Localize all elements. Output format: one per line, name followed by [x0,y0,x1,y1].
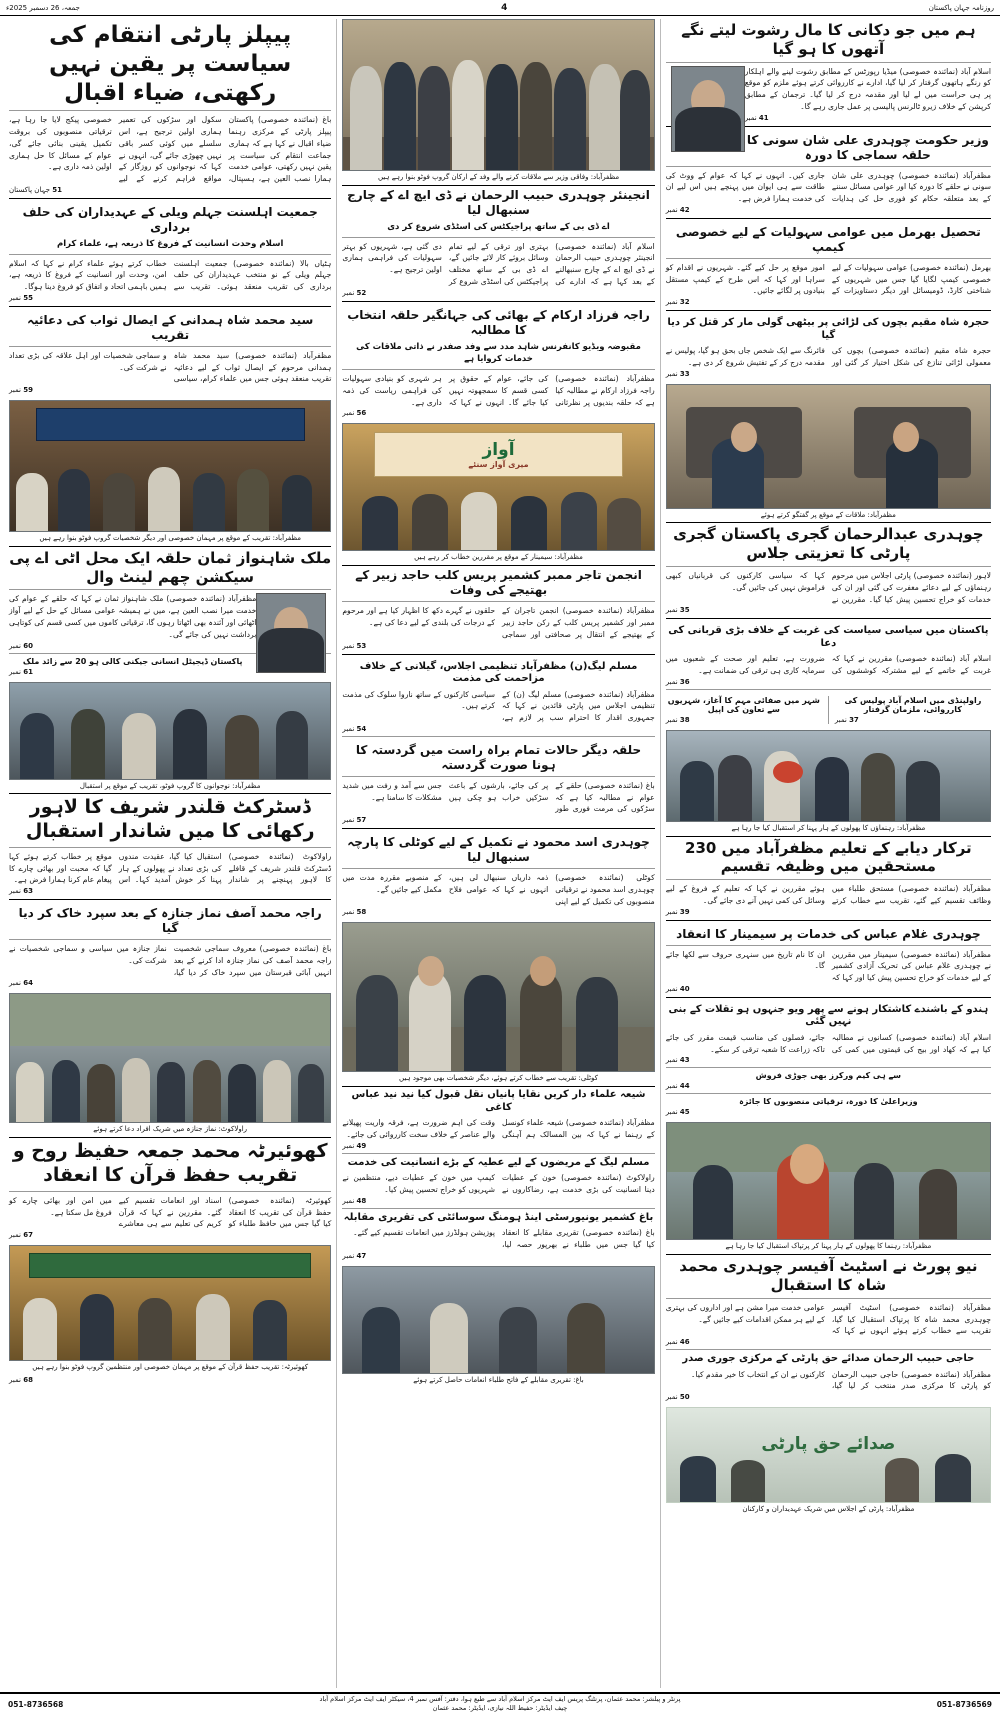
article-tag: 48 نمبر [342,1196,367,1205]
photo-meeting-sofa [666,384,991,509]
article-b3-left [9,313,331,394]
photo-caption: کھوئیرٹہ: تقریب حفظ قرآن کے موقع پر مہمان خصوصی اور منتظمین گروپ فوٹو بنوا رہے ہیں [32,1363,309,1372]
photo-delegation-group [342,19,654,171]
article-tag: 42 نمبر [665,205,690,214]
brief-headline: سے ہی کیم ورکرز بھی جوڑی فروش [755,1071,902,1081]
footer-imprint [63,1695,936,1712]
headline: حجرہ شاہ مقیم بچوں کی لڑائی پر بیٹھی گولی مار کر قتل کر دیا گیا [667,317,990,341]
headline: شیعہ علماء دار کریں نقایا پانیاں نقل قبول کیا نید نید عباس کاغی [351,1089,646,1113]
party-logo: صدائے حق پارٹی [761,1433,896,1454]
article-tag: 49 نمبر [342,1141,367,1150]
masthead-page-number: 4 [501,2,508,13]
article-body: مظفرآباد (نمائندہ خصوصی) راجہ فرزاد ارکام نے مطالبہ کیا ہے کہ حلقہ بندیوں پر نظرثانی کی جائے، عوام کے حقوق پر کسی قسم کا سمجھوتہ نہیں کیا جائے گا۔ انہوں نے کہا کہ ہر شہری کو بنیادی سہولیات کی فراہمی ریاست کی ذمہ داری ہے۔ [342,374,655,407]
photo-caption: مظفرآباد: وفاقی وزیر سے ملاقات کرنے والے وفد کے ارکان گروپ فوٹو بنوا رہے ہیں [342,173,654,186]
photo-party-meeting [666,1407,991,1503]
masthead-date: جمعہ، 26 دسمبر 2025ء [6,3,80,12]
footer-bar [0,1692,1000,1714]
photo-caption: باغ: تقریری مقابلے کے فاتح طلباء انعامات حاصل کرتے ہوئے [413,1375,584,1384]
headline: باغ کشمیر یونیورسٹی اینڈ ہومنگ سوسائٹی کی تقریری مقابلہ [343,1211,654,1223]
column-right [661,19,996,1688]
article-lead-left [9,21,331,199]
article-body: مظفرآباد (نمائندہ خصوصی) مستحق طلباء میں وظائف تقسیم کیے گئے، تقریب سے خطاب کرتے ہوئے مقررین نے کہا کہ تعلیم کے فروغ کے لیے وسائل کی کمی نہیں آنے دی جائے گی۔ [665,884,991,905]
headline: ملک شاہنواز ثمان حلقہ ایک محل اٹی اے پی سیکشن چھم لینٹ وال [9,548,332,586]
subheadline: مقبوضہ ویڈیو کانفرنس شاہد مدد سے وفد صفدر نے ذاتی ملاقات کی خدمات کروایا ہے [356,341,641,365]
article-body: بھرمل (نمائندہ خصوصی) عوامی سہولیات کے لیے خصوصی کیمپ لگایا گیا جس میں شہریوں کے شناختی کارڈ، ڈومیسائل اور دیگر دستاویزات کے امور موقع پر حل کیے گئے۔ شہریوں نے اقدام کو سراہا اور کہا کہ اس طرح کے کیمپ مستقل بنیادوں پر لگائے جائیں۔ [665,262,991,296]
headline: انجینئر چوہدری حبیب الرحمان نے ڈی ایچ اے کے چارج سنبھال لیا [347,187,650,217]
headline: مسلم لیگ(ن) مظفرآباد تنظیمی اجلاس، گیلانی کے خلاف مزاحمت کی مذمت [359,660,638,684]
article-b5-mid [342,661,654,737]
footer-phone-left: 051-8736569 [936,1699,992,1709]
article-b9-mid [342,1089,654,1260]
article-body: لاہور (نمائندہ خصوصی) پارٹی اجلاس میں مرحوم رہنماؤں کے لیے دعائے مغفرت کی گئی اور ان کی خدمات کو خراج تحسین پیش کیا گیا۔ مقررین نے کہا کہ سیاسی کارکنوں کی قربانیاں کبھی فراموش نہیں کی جائیں گی۔ [665,570,991,604]
article-tag: 61 نمبر [9,667,33,676]
article-body: کھوئیرٹہ (نمائندہ خصوصی) حفظ قرآن کی تقریب کا انعقاد کیا گیا جس میں حافظ طلباء کو اسناد اور انعامات تقسیم کیے گئے۔ مقررین نے کہا کہ قرآن کریم کی تعلیم سے ہی معاشرے میں امن اور بھائی چارے کو فروغ مل سکتا ہے۔ [9,1195,332,1229]
headline: نیو پورٹ نے اسٹیٹ آفیسر چوہدری محمد شاہ کا استقبال [679,1257,978,1295]
headline: کھوئیرٹہ محمد جمعہ حفیظ روح و تقریب حفظ قرآن کا انعقاد [12,1140,328,1186]
article-b16-right [666,1257,991,1401]
banner-tagline: میری آواز سنئے [468,460,529,470]
photo-seminar-banner [342,423,654,551]
photo-caption: مظفرآباد: سیمینار کے موقع پر مقررین خطاب کر رہے ہیں [342,553,654,566]
article-body: باغ (نمائندہ خصوصی) تقریری مقابلے کا انعقاد کیا گیا جس میں طلباء نے بھرپور حصہ لیا، پوزیشن ہولڈرز میں انعامات تقسیم کیے گئے۔ [353,1228,655,1250]
article-b2-left [9,205,331,307]
article-b12-right [666,1004,991,1117]
photo-funeral-prayer [9,993,331,1123]
brief-headline: راولپنڈی میں اسلام آباد پولیس کی کارروائی، ملزمان گرفتار [844,695,982,714]
briefs-right [666,696,991,724]
headline: وزیر حکومت چوہدری علی شان سونی کا حلقہ سماجی کا دورہ [746,132,989,162]
article-tag: 36 نمبر [665,677,690,686]
article-body: مظفرآباد (نمائندہ خصوصی) حاجی حبیب الرحمان کو پارٹی کا مرکزی صدر منتخب کر لیا گیا، کارکنوں نے ان کے انتخاب کا خیر مقدم کیا۔ [690,1369,991,1391]
article-body: راولاکوٹ (نمائندہ خصوصی) ڈسٹرکٹ قلندر شریف کے قافلے کا لاہور پہنچنے پر شاندار استقبال کیا گیا، عقیدت مندوں کی بڑی تعداد نے پھولوں کے ہار پہنا کر خوش آمدید کہا۔ اس موقع پر خطاب کرتے ہوئے کہا گیا کہ محبت اور بھائی چارے کا پیغام عام کرنا ہمارا فرض ہے۔ [9,851,332,885]
article-tag: 45 نمبر [665,1108,690,1117]
portrait-photo [671,66,745,152]
article-tag: 67 نمبر [9,1231,33,1240]
article-b10-right [666,839,991,921]
article-body: باغ (نمائندہ خصوصی) پاکستان پیپلز پارٹی کے مرکزی رہنما ضیاء اقبال نے کہا ہے کہ ہماری جماعت انتقام کی سیاست پر یقین نہیں رکھتی، عوامی خدمت ہمارا نصب العین ہے، ہسپتال، سکول اور سڑکوں کی تعمیر ہماری اولین ترجیح ہے، اس سلسلے میں کوئی کسر باقی نہیں چھوڑی جائے گی، انہوں نے کہا کہ نوجوانوں کو روزگار کے مواقع فراہم کرنے کے لیے خصوصی پیکج لایا جا رہا ہے، ترقیاتی منصوبوں کی بروقت تکمیل یقینی بنائی جائے گی، عوام کے مسائل کا حل ہماری اولین ذمہ داری ہے۔ [9,115,332,184]
headline: انجمن تاجر ممبر کشمیر پریس کلب حاجد زبیر کے بھتیجے کی وفات [355,568,642,598]
article-tag: 33 نمبر [665,369,690,378]
photo-caption: مظفرآباد: تقریب کے موقع پر مہمان خصوصی اور دیگر شخصیات گروپ فوٹو بنوا رہے ہیں [9,534,331,547]
footer-phone-right: 051-8736568 [8,1699,64,1709]
article-tag: 40 نمبر [665,984,690,993]
article-b4-left [9,549,331,676]
article-tag: 51 جہان پاکستان [9,185,62,194]
masthead [0,0,1000,16]
article-body: اسلام آباد (نمائندہ خصوصی) میڈیا رپورٹس کے مطابق رشوت لینے والے اہلکار کو رنگے ہاتھوں گرفتار کر لیا گیا، ادارے نے کارروائی کرتے ہوئے ملزم کو موقع پر ہی حراست میں لے لیا اور مقدمہ درج کر لیا گیا۔ ترجمان کے مطابق کرپشن کے خلاف زیرو ٹالرنس پالیسی پر عمل جاری رہے گا۔ [744,66,991,111]
article-tag: 35 نمبر [665,606,690,615]
column-left [4,19,337,1688]
portrait-photo [256,593,326,673]
photo-indoor-gathering [9,400,331,532]
column-middle [337,19,660,1688]
article-tag: 60 نمبر [9,641,33,650]
photo-youth-group [9,682,331,780]
headline: تحصیل بھرمل میں عوامی سہولیات کے لیے خصوصی کیمپ [675,224,981,254]
article-tag: 54 نمبر [342,724,367,733]
photo-caption: مظفرآباد: رہنما کا پھولوں کے ہار پہنا کر پرتپاک استقبال کیا جا رہا ہے [666,1242,991,1255]
photo-caption: مظفرآباد: ملاقات کے موقع پر گفتگو کرتے ہوئے [666,511,991,524]
article-tag: 58 نمبر [342,908,367,917]
photo-caption: مظفرآباد: نوجوانوں کا گروپ فوٹو، تقریب کے موقع پر استقبال [9,782,331,795]
headline: سید محمد شاہ ہمدانی کے ایصال ثواب کی دعائیہ تقریب [27,312,314,342]
brief-headline: وزیراعلیٰ کا دورہ، ترقیاتی منصوبوں کا جائزہ [739,1097,918,1107]
footer-imprint-line1: پرنٹر و پبلشر: محمد عثمان، پرنٹنگ پریس ایف ایٹ مرکز اسلام آباد سے طبع ہوا، دفتر: آفس نمبر 4، سیکٹر ایف ایٹ مرکز اسلام آباد [319,1695,681,1704]
article-body: مظفرآباد (نمائندہ خصوصی) ملک شاہنواز ثمان نے کہا کہ حلقے کے عوام کی خدمت میرا نصب العین ہے، میں نے ہمیشہ عوامی مسائل کے حل کے لیے آواز اٹھائی اور آئندہ بھی اٹھاتا رہوں گا، ترقیاتی کاموں میں کسی قسم کی کوتاہی برداشت نہیں کی جائے گی۔ [9,594,257,639]
article-tag: 47 نمبر [342,1251,367,1260]
headline: حاجی حبیب الرحمان صدائے حق پارٹی کے مرکزی جوری صدر [682,1353,975,1365]
article-b9-left [9,1140,331,1239]
article-body: مظفرآباد (نمائندہ خصوصی) انجمن تاجران کے ممبر اور کشمیر پریس کلب کے رکن حاجد زبیر کے بھتیجے کے انتقال پر صحافتی اور سماجی حلقوں نے گہرے دکھ کا اظہار کیا ہے اور مرحوم کے درجات کی بلندی کے لیے دعا کی ہے۔ [342,606,655,639]
headline: حلقہ دیگر حالات تمام براہ راست میں گردستہ کا ہونا صورت گردستہ [355,742,642,772]
article-body: باغ (نمائندہ خصوصی) حلقے کے عوام نے مطالبہ کیا ہے کہ سڑکوں کی مرمت فوری طور پر کی جائے، بارشوں کے باعث سڑکیں خراب ہو چکی ہیں جس سے آمد و رفت میں شدید مشکلات کا سامنا ہے۔ [342,780,655,814]
subheadline: اے ڈی بی کے ساتھ پراجیکٹس کی اسٹڈی شروع کر دی [387,221,610,232]
article-tag: 56 نمبر [342,409,367,418]
article-body: مظفرآباد (نمائندہ خصوصی) مسلم لیگ (ن) کے تنظیمی اجلاس میں پارٹی قائدین نے کہا کہ جمہوری اقدار کا احترام سب پر لازم ہے، سیاسی کارکنوں کے ساتھ ناروا سلوک کی مذمت کرتے ہیں۔ [342,689,655,723]
headline: ہم میں جو دکانی کا مال رشوت لیتے نگے آتھوں کا ہو گیا [681,21,976,58]
photo-garland-crowd [666,730,991,822]
headline: ہندو کے باشندے کاشتکار ہونے سے پھر ویو جنہوں ہو تقلات کے بنی نہیں گئی [668,1003,989,1028]
article-body: اسلام آباد (نمائندہ خصوصی) کسانوں نے مطالبہ کیا ہے کہ کھاد اور بیج کی قیمتوں میں کمی کی جائے، فصلوں کی مناسب قیمت مقرر کی جائے تاکہ زراعت کا شعبہ ترقی کر سکے۔ [665,1032,991,1054]
headline: جمعیت اہلسنت جہلم ویلی کے عہدیداران کی حلف برداری [22,204,318,234]
headline: پیپلز پارٹی انتقام کی سیاست پر یقین نہیں رکھتی، ضیاء اقبال [49,22,292,106]
article-body: مظفرآباد (نمائندہ خصوصی) چوہدری علی شان سونی نے حلقے کا دورہ کیا اور عوامی مسائل سننے کے بعد متعلقہ حکام کو فوری حل کی ہدایات جاری کیں۔ انہوں نے کہا کہ عوام کے ووٹ کی طاقت سے ہی ایوان میں پہنچے ہیں اس لیے ان کی خدمت ہمارا فرض ہے۔ [665,170,991,204]
article-b11-right [666,927,991,998]
photo-panel-speakers [342,922,654,1072]
photo-caption: مظفرآباد: رہنماؤں کا پھولوں کے ہار پہنا کر استقبال کیا جا رہا ہے [666,824,991,837]
article-body: مظفرآباد (نمائندہ خصوصی) اسٹیٹ آفیسر چوہدری محمد شاہ کا پرتپاک استقبال کیا گیا، تقریب سے خطاب کرتے ہوئے انہوں نے کہا کہ عوامی خدمت میرا مشن ہے اور اداروں کی بہتری کے لیے ہر ممکن اقدامات کیے جائیں گے۔ [665,1302,991,1336]
masthead-paper-name: روزنامہ جہان پاکستان [928,3,994,12]
article-body: اسلام آباد (نمائندہ خصوصی) انجینئر چوہدری حبیب الرحمان نے ڈی ایچ اے کے چارج سنبھالنے کے بعد کہا ہے کہ ادارے کی بہتری اور ترقی کے لیے تمام وسائل بروئے کار لائے جائیں گے، اے ڈی بی کے ساتھ مختلف پراجیکٹس کی اسٹڈی شروع کر دی گئی ہے، شہریوں کو بہتر سہولیات کی فراہمی ہماری اولین ترجیح ہے۔ [342,241,655,286]
article-b4-right [666,317,991,378]
article-tag: 68 نمبر [9,1375,33,1384]
article-body: باغ (نمائندہ خصوصی) معروف سماجی شخصیت راجہ محمد آصف کی نماز جنازہ ادا کرنے کے بعد انہیں آبائی قبرستان میں سپرد خاک کر دیا گیا، نماز جنازہ میں سیاسی و سماجی شخصیات نے شرکت کی۔ [9,944,332,977]
photo-caption: کوٹلی: تقریب سے خطاب کرتے ہوئے، دیگر شخصیات بھی موجود ہیں [342,1074,654,1087]
article-b6-left [9,796,331,900]
article-body: مظفرآباد (نمائندہ خصوصی) شیعہ علماء کونسل کے رہنما نے کہا کہ بین المسالک ہم آہنگی وقت کی اہم ضرورت ہے، فرقہ واریت پھیلانے والے عناصر کے خلاف سخت کارروائی کی جائے۔ [342,1118,655,1139]
article-body: کوٹلی (نمائندہ خصوصی) چوہدری اسد محمود نے ترقیاتی منصوبوں کی تکمیل کے لیے اپنی ذمہ داریاں سنبھال لی ہیں، انہوں نے کہا کہ عوامی فلاح کے منصوبے مقررہ مدت میں مکمل کیے جائیں گے۔ [342,873,655,906]
article-b7-left [9,906,331,987]
article-tag: 32 نمبر [665,298,690,307]
article-body: حجرہ شاہ مقیم (نمائندہ خصوصی) بچوں کی معمولی لڑائی تنازع کی شکل اختیار کر گئی اور فائرنگ سے ایک شخص جاں بحق ہو گیا، پولیس نے مقدمہ درج کر کے تفتیش شروع کر دی ہے۔ [665,346,991,367]
banner-logo-text: آواز [482,440,515,461]
article-body: مظفرآباد (نمائندہ خصوصی) سیمینار میں مقررین نے چوہدری غلام عباس کی تحریک آزادی کشمیر کے لیے خدمات کو خراج تحسین پیش کیا اور کہا کہ ان کا نام تاریخ میں سنہری حروف سے لکھا جائے گا۔ [665,949,991,983]
headline: چوہدری عبدالرحمان گجری پاکستان گجری پارٹی کا تعزیتی جلاس [673,525,984,563]
article-tag: 63 نمبر [9,887,33,896]
article-tag: 57 نمبر [342,816,367,825]
headline: ڈسٹرکٹ قلندر شریف کا لاہور رکھائی کا میں شاندار استقبال [25,796,315,843]
article-b7-right [666,625,991,690]
article-lead-right [666,21,991,127]
brief-headline: شہر میں صفائی مہم کا آغاز، شہریوں سے تعاون کی اپیل [667,695,820,714]
subheadline: اسلام وحدت انسانیت کے فروغ کا ذریعہ ہے، علماء کرام [57,238,284,249]
headline: مسلم لیگ کے مریضوں کے لیے عطیہ کے بڑے انسانیت کی خدمت [347,1156,650,1168]
article-tag: 43 نمبر [665,1056,690,1065]
photo-caption: راولاکوٹ: نماز جنازہ میں شریک افراد دعا کرتے ہوئے [9,1125,331,1138]
footer-imprint-line2: چیف ایڈیٹر: حفیظ اللہ نیازی، ایڈیٹر: محمد عثمان [432,1704,568,1712]
article-tag: 41 نمبر [744,113,769,122]
article-body: مظفرآباد (نمائندہ خصوصی) سید محمد شاہ ہمدانی مرحوم کے ایصال ثواب کے لیے دعائیہ تقریب منعقد ہوئی جس میں علماء کرام، سیاسی و سماجی شخصیات اور اہل علاقہ کی بڑی تعداد نے شرکت کی۔ [9,350,332,384]
article-tag: 50 نمبر [665,1393,690,1402]
page-columns [0,16,1000,1688]
article-tag: 46 نمبر [665,1338,690,1347]
article-b1-mid [342,188,654,302]
article-b6-right [666,525,991,619]
article-b7-mid [342,835,654,916]
article-tag: 39 نمبر [665,907,690,916]
headline: پاکستان میں سیاسی سیاست کی غربت کے خلاف بڑی قربانی کی دعا [668,625,989,649]
article-tag: 64 نمبر [9,979,33,988]
article-b6-mid [342,743,654,829]
article-tag: 38 نمبر [665,715,690,724]
article-b3-right [666,225,991,311]
article-tag: 37 نمبر [834,715,859,724]
article-tag: 52 نمبر [342,288,367,297]
article-b4-mid [342,568,654,654]
headline: چوہدری اسد محمود نے تکمیل کے لیے کوٹلی کا پارچہ سنبھال لیا [347,835,650,865]
article-tag: 53 نمبر [342,641,367,650]
article-tag: 59 نمبر [9,386,33,395]
article-body: ہٹیاں بالا (نمائندہ خصوصی) جمعیت اہلسنت جہلم ویلی کے نو منتخب عہدیداران کی حلف برداری کی تقریب منعقد ہوئی۔ تقریب سے خطاب کرتے ہوئے علماء کرام نے کہا کہ اسلام امن، وحدت اور انسانیت کے فروغ کا ذریعہ ہے، ہمیں باہمی اتحاد و اتفاق کو فروغ دینا ہوگا۔ [9,258,332,292]
headline: ترکار دیابے کے تعلیم مظفرآباد میں 230 مستحقین میں وظیفہ تقسیم [685,838,972,876]
article-body: راولاکوٹ (نمائندہ خصوصی) خون کے عطیات دینا انسانیت کی بڑی خدمت ہے، رضاکاروں نے کیمپ میں خون کے عطیات دیے، منتظمین نے شہریوں کو خراج تحسین پیش کیا۔ [342,1173,655,1194]
headline: چوہدری غلام عباس کی خدمات پر سیمینار کا انعقاد [676,926,981,941]
article-b2-mid [342,308,654,418]
article-tag: 44 نمبر [665,1082,690,1091]
article-body: اسلام آباد (نمائندہ خصوصی) مقررین نے کہا کہ غربت کے خاتمے کے لیے مشترکہ کوششوں کی ضرورت ہے، تعلیم اور صحت کے شعبوں میں سرمایہ کاری ہی ترقی کی ضمانت ہے۔ [665,654,991,676]
photo-caption: مظفرآباد: پارٹی کے اجلاس میں شریک عہدیداران و کارکنان [742,1505,915,1514]
photo-prize-distribution [342,1266,654,1374]
photo-quran-ceremony [9,1245,331,1361]
article-tag: 55 نمبر [9,293,33,302]
photo-garland-outdoor [666,1122,991,1240]
headline: راجہ فرزاد ارکام کے بھائی کی جہانگیر حلقہ انتخاب کا مطالبہ [347,307,650,337]
brief-headline: پاکستان ڈیجیٹل انسانی جیکنی کالی ہو 20 سے زائد ملک [22,656,243,666]
headline: راجہ محمد آصف نماز جنازہ کے بعد سپرد خاک کر دیا گیا [18,906,322,936]
